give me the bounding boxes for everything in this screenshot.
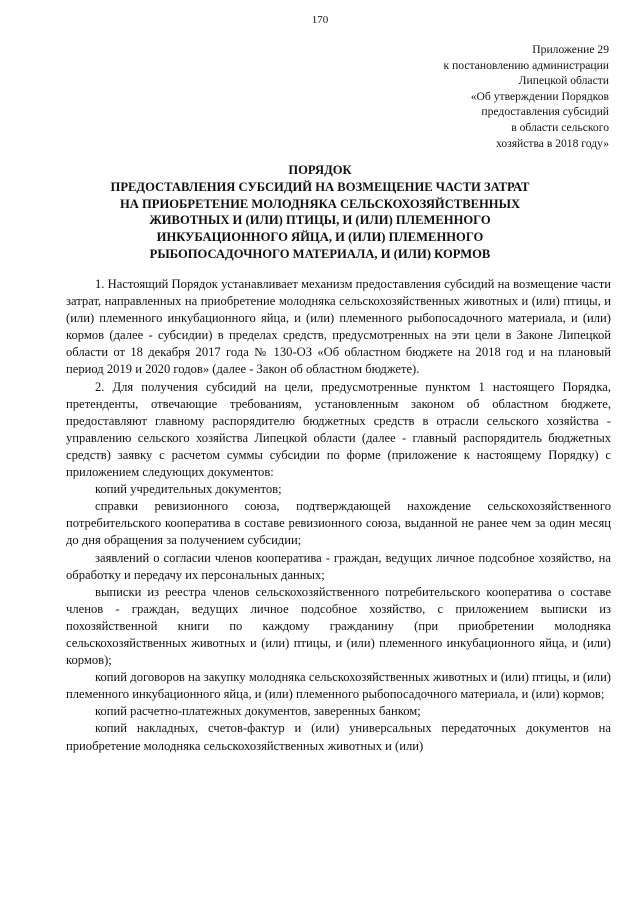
appendix-line: в области сельского — [511, 120, 609, 134]
title-line: РЫБОПОСАДОЧНОГО МАТЕРИАЛА, И (ИЛИ) КОРМОВ — [149, 246, 491, 261]
appendix-line: к постановлению администрации — [443, 58, 609, 72]
appendix-block — [369, 42, 609, 151]
title-line: ПРЕДОСТАВЛЕНИЯ СУБСИДИЙ НА ВОЗМЕЩЕНИЕ ЧАСТИ ЗАТРАТ — [110, 179, 530, 194]
list-item: копий учредительных документов; — [95, 482, 282, 497]
list-item: копий накладных, счетов-фактур и (или) универсальных передаточных документов на приобретение молодняка сельскохозяйственных животных и (или) — [66, 721, 611, 753]
list-item: справки ревизионного союза, подтверждающей нахождение сельскохозяйственного потребительского кооператива в составе ревизионного союза, выданной не ранее чем за один месяц до дня обращения за получением субсидии; — [66, 499, 611, 548]
title-line: ЖИВОТНЫХ И (ИЛИ) ПТИЦЫ, И (ИЛИ) ПЛЕМЕННОГО — [149, 213, 491, 228]
paragraph-1: 1. Настоящий Порядок устанавливает механизм предоставления субсидий на возмещение части затрат, направленных на приобретение молодняка сельскохозяйственных животных и (или) птицы, и (или) племенного инкубационного яйца, и (или) племенного рыбопосадочного материала, и (или) кормов (далее - субсидии) в пределах средств, предусмотренных на эти цели в Законе Липецкой области от 18 декабря 2017 года № 130-ОЗ «Об областном бюджете на 2018 год и на плановый период 2019 и 2020 годов» (далее - Закон об областном бюджете). — [66, 277, 611, 377]
document-body — [66, 276, 611, 755]
appendix-line: хозяйства в 2018 году» — [495, 136, 609, 150]
paragraph-2: 2. Для получения субсидий на цели, предусмотренные пунктом 1 настоящего Порядка, претенденты, отвечающие требованиям, установленным законом об областном бюджете, предоставляют главному распорядителю бюджетных средств в отрасли сельского хозяйства - управлению сельского хозяйства Липецкой области (далее - главный распорядитель бюджетных средств) заявку с расчетом суммы субсидии по форме (приложение к настоящему Порядку) с приложением следующих документов: — [66, 379, 611, 480]
appendix-line: Приложение 29 — [532, 43, 609, 56]
list-item: выписки из реестра членов сельскохозяйственного потребительского кооператива о составе членов - граждан, ведущих личное подсобное хозяйство, с приложением выписки из похозяйственной книги по каждому гражданину (при приобретении молодняка сельскохозяйственных животных и (или) птицы, и (или) племенного инкубационного яйца, и (или) кормов); — [66, 584, 611, 668]
list-item: копий договоров на закупку молодняка сельскохозяйственных животных и (или) птицы, и (или) племенного инкубационного яйца, и (или) племенного рыбопосадочного материала, и (или) кормов; — [66, 670, 611, 702]
document-title — [60, 162, 580, 263]
page-number: 170 — [311, 14, 329, 26]
list-item: заявлений о согласии членов кооператива - граждан, ведущих личное подсобное хозяйство, на обработку и передачу их персональных данных; — [66, 550, 611, 582]
title-line: ПОРЯДОК — [288, 163, 352, 177]
title-line: ИНКУБАЦИОННОГО ЯЙЦА, И (ИЛИ) ПЛЕМЕННОГО — [156, 230, 484, 245]
appendix-line: Липецкой области — [518, 74, 609, 88]
appendix-line: предоставления субсидий — [481, 105, 609, 119]
title-line: НА ПРИОБРЕТЕНИЕ МОЛОДНЯКА СЕЛЬСКОХОЗЯЙСТВЕННЫХ — [119, 196, 521, 211]
list-item: копий расчетно-платежных документов, заверенных банком; — [95, 704, 421, 719]
appendix-line: «Об утверждении Порядков — [470, 89, 609, 103]
